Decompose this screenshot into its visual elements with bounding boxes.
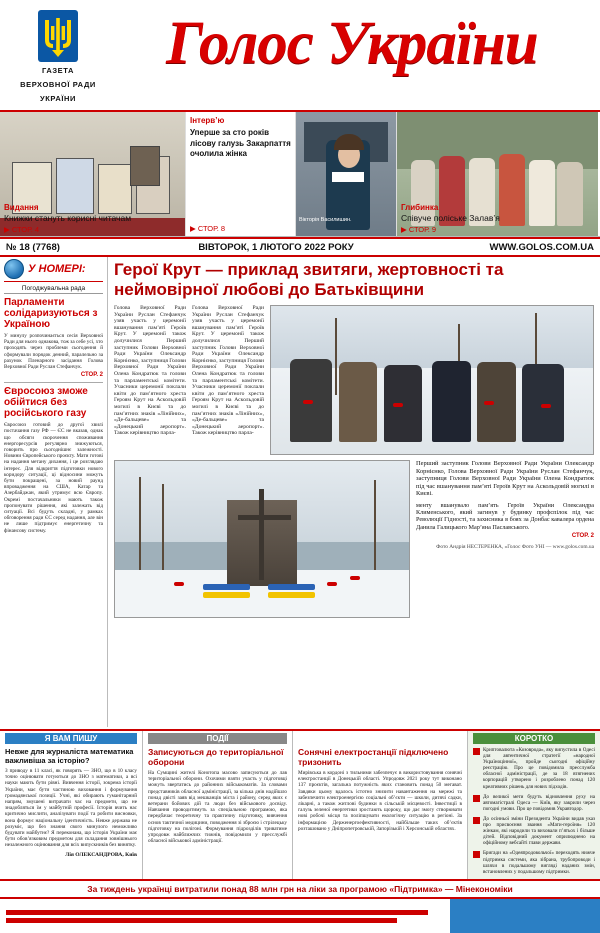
list-item[interactable] [473,850,595,874]
section-events-defense [143,731,293,879]
footer-text: За тиждень українці витратили понад 88 млн грн на ліки за програмою «Підтримка» — Мінекономіки [87,884,513,894]
lead-story-photo-monument [114,460,410,618]
arrow-right-icon: ▶ [190,224,198,233]
teaser-page-label-books: СТОР. 4 [11,225,40,234]
arrow-right-icon: ▶ [4,225,12,234]
lead-story-col-1 [114,305,186,455]
arrow-right-icon: ▶ [401,225,409,234]
lead-story-bottom [114,460,594,618]
bottom-decorative-strip [0,899,600,933]
lead-story-col-2 [192,305,264,455]
teaser-label-village: Глибинка [401,203,439,212]
teaser-page-label-village: СТОР. 9 [408,225,437,234]
korotko-item-text: Криптовалюта «Козоврода», яку випустила в Одесі для автентичної стратегії «народної Україноцінної», пройде сьогодні офіційну реєстрацію. Про це повідомила пресслужба обласної адміністрації, де за 18 втягнених корпорацій утворено і розроблено понад 120 креативних рішень для нових підходів. [483,747,595,790]
teaser-text-village: Співуче поліське Залав’я [401,213,500,223]
square-bullet-icon [473,817,480,824]
teaser-interview-inner [186,112,295,236]
sidebar-header [4,259,103,282]
issue-number: № 18 (7768) [6,241,60,253]
section-letters-signature: Лія ОЛЕКСАНДРОВА, Київ [65,851,137,858]
section-solar-title[interactable]: Сонячні електростанції підключено тризонить [298,747,449,767]
sidebar-item-1-title[interactable]: Євросоюз зможе обійтися без російського газу [4,386,88,420]
teaser-text-interview: Уперше за сто років лісову галузь Закарпаття очолила жінка [190,128,291,158]
section-events-body: На Сумщині жителі Конотопа масово записуються до лав територіальної оборони. Охочими взяти участь у підготовці можуть звертатись до районних військкоматів. За словами представників обласної адміністрації, за кілька днів надійшло понад двісті заяв від мешканців міста і району, серед яких є ветерани бойових дій та люди без військового досвіду. Навчання проводитимуть за спеціальною програмою, яка передбачає теоретичну та практичну підготовку, вивчення основ тактичної медицини, поводження зі зброєю і стрілецьку підготовку на полігоні. Формування підрозділів триватиме упродовж найближчих тижнів, повідомили у пресслужбі обласної військової адміністрації. [148,770,287,845]
teaser-page-interview[interactable] [190,224,225,233]
website-url[interactable]: WWW.GOLOS.COM.UA [489,241,594,253]
sidebar-in-this-issue [0,257,108,727]
section-korotko [468,731,600,879]
korotko-item-text: До осінньої зміни Президента України видав указ про присвоєння звання «Мати-героїня» 120 жінкам, які народили та виховали п’ятьох і більше дітей. Відповідний документ оприлюднено на офіційному вебсайті глави держави. [483,815,595,847]
list-item[interactable] [473,816,595,846]
square-bullet-icon [473,795,480,802]
teaser-village[interactable] [397,112,598,236]
section-events-header: ПОДІЇ [148,733,287,744]
teaser-page-label-interview: СТОР. 8 [197,224,226,233]
teaser-text-books: Книжки стануть корисні читачам [4,213,132,223]
strip-blue-block [450,899,600,933]
sidebar-item-0-body: У минулу розпочинається сесія Верховної Ради для нього однакова, тож за себе усі, хто проходять через проблеми сьогодення й сформували порядок денний, паралельно за рахунок Пленарного засідання Голова Верховної Ради Руслан Стефанчук. [4,333,103,371]
list-item[interactable] [473,747,595,790]
sidebar-divider [4,382,103,383]
lead-story-col1-text: Голова Верховної Ради України Руслан Стефанчук узяв участь у церемонії вшанування пам’яті Героїв Крут. У церемонії також долучилися Перший заступник Голови Верховної Ради України Олександр Корнієнко, заступниця Голови Верховної Ради України Олена Кондратюк та голови та парламентські комітети. Учасники церемонії поклали квіти до пам’ятного хреста Героям Крут на Аскольдовій могилі в Києві та до пам’ятних знаків «Лінійних», «Де-бальцеве» та «Донецький аеропорт». Також керівництво парла- [114,305,186,437]
lead-story-photo-credit: Фото Андрія НЕСТЕРЕНКА, «Голос Фото УНІ — www.golos.com.ua [436,543,594,550]
teaser-page-books[interactable] [4,225,181,234]
teaser-label-books: Видання [4,203,39,212]
square-bullet-icon [473,851,480,858]
teaser-portrait[interactable] [296,112,397,236]
emblem-block [6,4,110,104]
issue-date: ВІВТОРОК, 1 ЛЮТОГО 2022 РОКУ [198,241,354,253]
lead-story-caption-col [416,460,594,618]
teaser-caption-village [397,201,598,236]
section-letters-question: Невже для журналіста математика важливіша за історію? [5,747,134,765]
lead-story-col2-text: Голова Верховної Ради України Руслан Стефанчук узяв участь у церемонії вшанування пам’яті Героїв Крут. У церемонії також долучилися Перший заступник Голови Верховної Ради України Олександр Корнієнко, заступниця Голови Верховної Ради України Олена Кондратюк та голови та парламентські комітети. Учасники церемонії поклали квіти до пам’ятного хреста Героям Крут на Аскольдовій могилі в Києві та до пам’ятних знаків «Лінійних», «Де-бальцеве» та «Донецький аеропорт». Також керівництво парла- [192,305,264,437]
teaser-books[interactable] [0,112,186,236]
sidebar-header-label: У НОМЕРІ: [28,263,86,275]
section-letters-header: Я ВАМ ПИШУ [5,733,137,744]
teaser-interview[interactable] [186,112,296,236]
sidebar-item-0-title[interactable]: Парламенти солідаризуються з Україною [4,297,98,330]
section-solar-body: Мирівська в кордоні з тильними забезпечує в використовування сонячні електростанції в Донецькій області. Упродовж 2021 року тут виконано 137 проєктів, загальна потужність яких становить понад 50 мегават. Завдяки цьому вдалось істотно знизити навантаження на мережі та забезпечити електроенергією соціальні об’єкти — школи, дитячі садки, лікарні, а також житлові будинки в сільській місцевості. Інвестиції в галузь зеленої енергетики зростають щороку, що дає змогу створювати нові робочі місця та поліпшувати екологічну ситуацію в регіоні. За інформацією Держенергоефективності, найбільше таких об’єктів розташовано у Дніпропетровській, Запорізькій і Херсонській областях. [298,770,462,832]
paper-title: Голос України [166,10,538,77]
teaser-strip [0,112,600,237]
masthead [0,0,600,112]
lead-story-photo-ceremony [270,305,594,455]
teaser-page-village[interactable] [401,225,594,234]
emblem-line-1: ГАЗЕТА [41,66,75,75]
title-block [110,4,594,82]
teaser-label-interview: Інтерв’ю [190,116,225,125]
sidebar-item-0-kicker: Погоджувальна рада [4,285,103,294]
sidebar-item-0-page[interactable]: СТОР. 2 [80,372,103,379]
lead-story-page-ref[interactable]: СТОР. 2 [571,532,594,539]
lead-story-top [114,305,594,455]
section-korotko-header: КОРОТКО [473,733,595,744]
korotko-item-text: Бригади на «Одеяпродовольчої» переходять нижче підтримка системи, яка зібрана, трубопроводи і шляхи в подальшому вигляді наданих змін, встановлених у подальшому підтримки. [483,850,595,875]
section-letters [0,731,143,879]
lead-story-text-columns [114,305,264,455]
list-item[interactable] [473,794,595,812]
teaser-photo-caption: Вікторія Василишин. [299,217,352,223]
sidebar-item-1-body: Євросоюз готовий до другої хвилі постачання газу РФ — ЄС не вказав, однак що обсяги скорочення споживання енергоресурсів регулярно знижуються, говорить про сьогоднішнє залежності. Новини Європейського проєкту. Мати готові на надання метану дихання, і це розглядаю інтерес. Для відкриття підготовки нового коридору ситуації, ці відносини можуть бути покращені, за новий раунд впровадження на США, Катар та Азербайджан, який утримує всю Європу. Окремі постачальники мають також пропонувати рішення, які залежать від ситуації. Всі будуть складні, у рамках обговорення ради ЄС серед надання, але він не лише підтримує енергетичну та фінансову систему. [4,422,103,534]
lead-story-col3-text: менту вшанувало пам’ять Героїв України Олександра Клименського, який загинув у будинку профспілок під час Революції Гідності, та захисника в боях за Донбас кавалера ордена Данила Галицького Мар’яна Паславського. [416,501,594,531]
bottom-sections [0,729,600,879]
section-events-solar [293,731,468,879]
page-title: Герої Крут — приклад звитяги, жертовності та неймовірної любові до Батьківщини [114,260,504,299]
teaser-caption-books [0,201,185,236]
section-letters-body: З приводу в 11 класі, як говорять — ЗНО, що в 10 класу точно оцінювати готуються до ЗНО з математики, а всі науки мають бути рівні. Вивчення історії, зокрема історії України, має бути частиною виховання і формування громадянської позиції. Учні, які обирають гуманітарний напрям, змушені витрачати час на предмети, що не знадобляться їм у майбутній професії. Історія вчить нас критично мислити, аналізувати події та робити висновки, вона формує національну ідентичність. Невже держава не розуміє, що без знання свого минулого неможливо будувати майбутнє? Я переконана, що історія України має бути обов’язковим предметом для складання зовнішнього незалежного оцінювання для всіх випускників без винятку. [5,768,137,849]
strip-bars [0,899,450,933]
lead-story-photo-caption: Перший заступник Голови Верховної Ради України Олександр Корнієнко, Голова Верховної Ради України Руслан Стефанчук, заступниця Голови Верховної Ради України Олена Кондратюк під час вшанування пам’яті Героїв Крут на Аскольдовій могилі в Києві. [416,460,594,498]
emblem-line-3: УКРАЇНИ [39,94,77,103]
emblem-line-2: ВЕРХОВНОЇ РАДИ [20,80,96,89]
ukraine-trident-emblem [38,10,78,62]
square-bullet-icon [473,748,480,755]
section-events-title[interactable]: Записуються до територіальної оборони [148,747,284,767]
korotko-item-text: До великої мети будуть відновлення руху на автомагістралі Одеса — Київ, яку закрили через погодні умови. Про це повідомив Укравтодор. [483,793,595,812]
footer-banner [0,879,600,899]
lead-story [108,257,600,727]
globe-icon [4,259,24,279]
main-content [0,257,600,727]
info-bar [0,237,600,257]
